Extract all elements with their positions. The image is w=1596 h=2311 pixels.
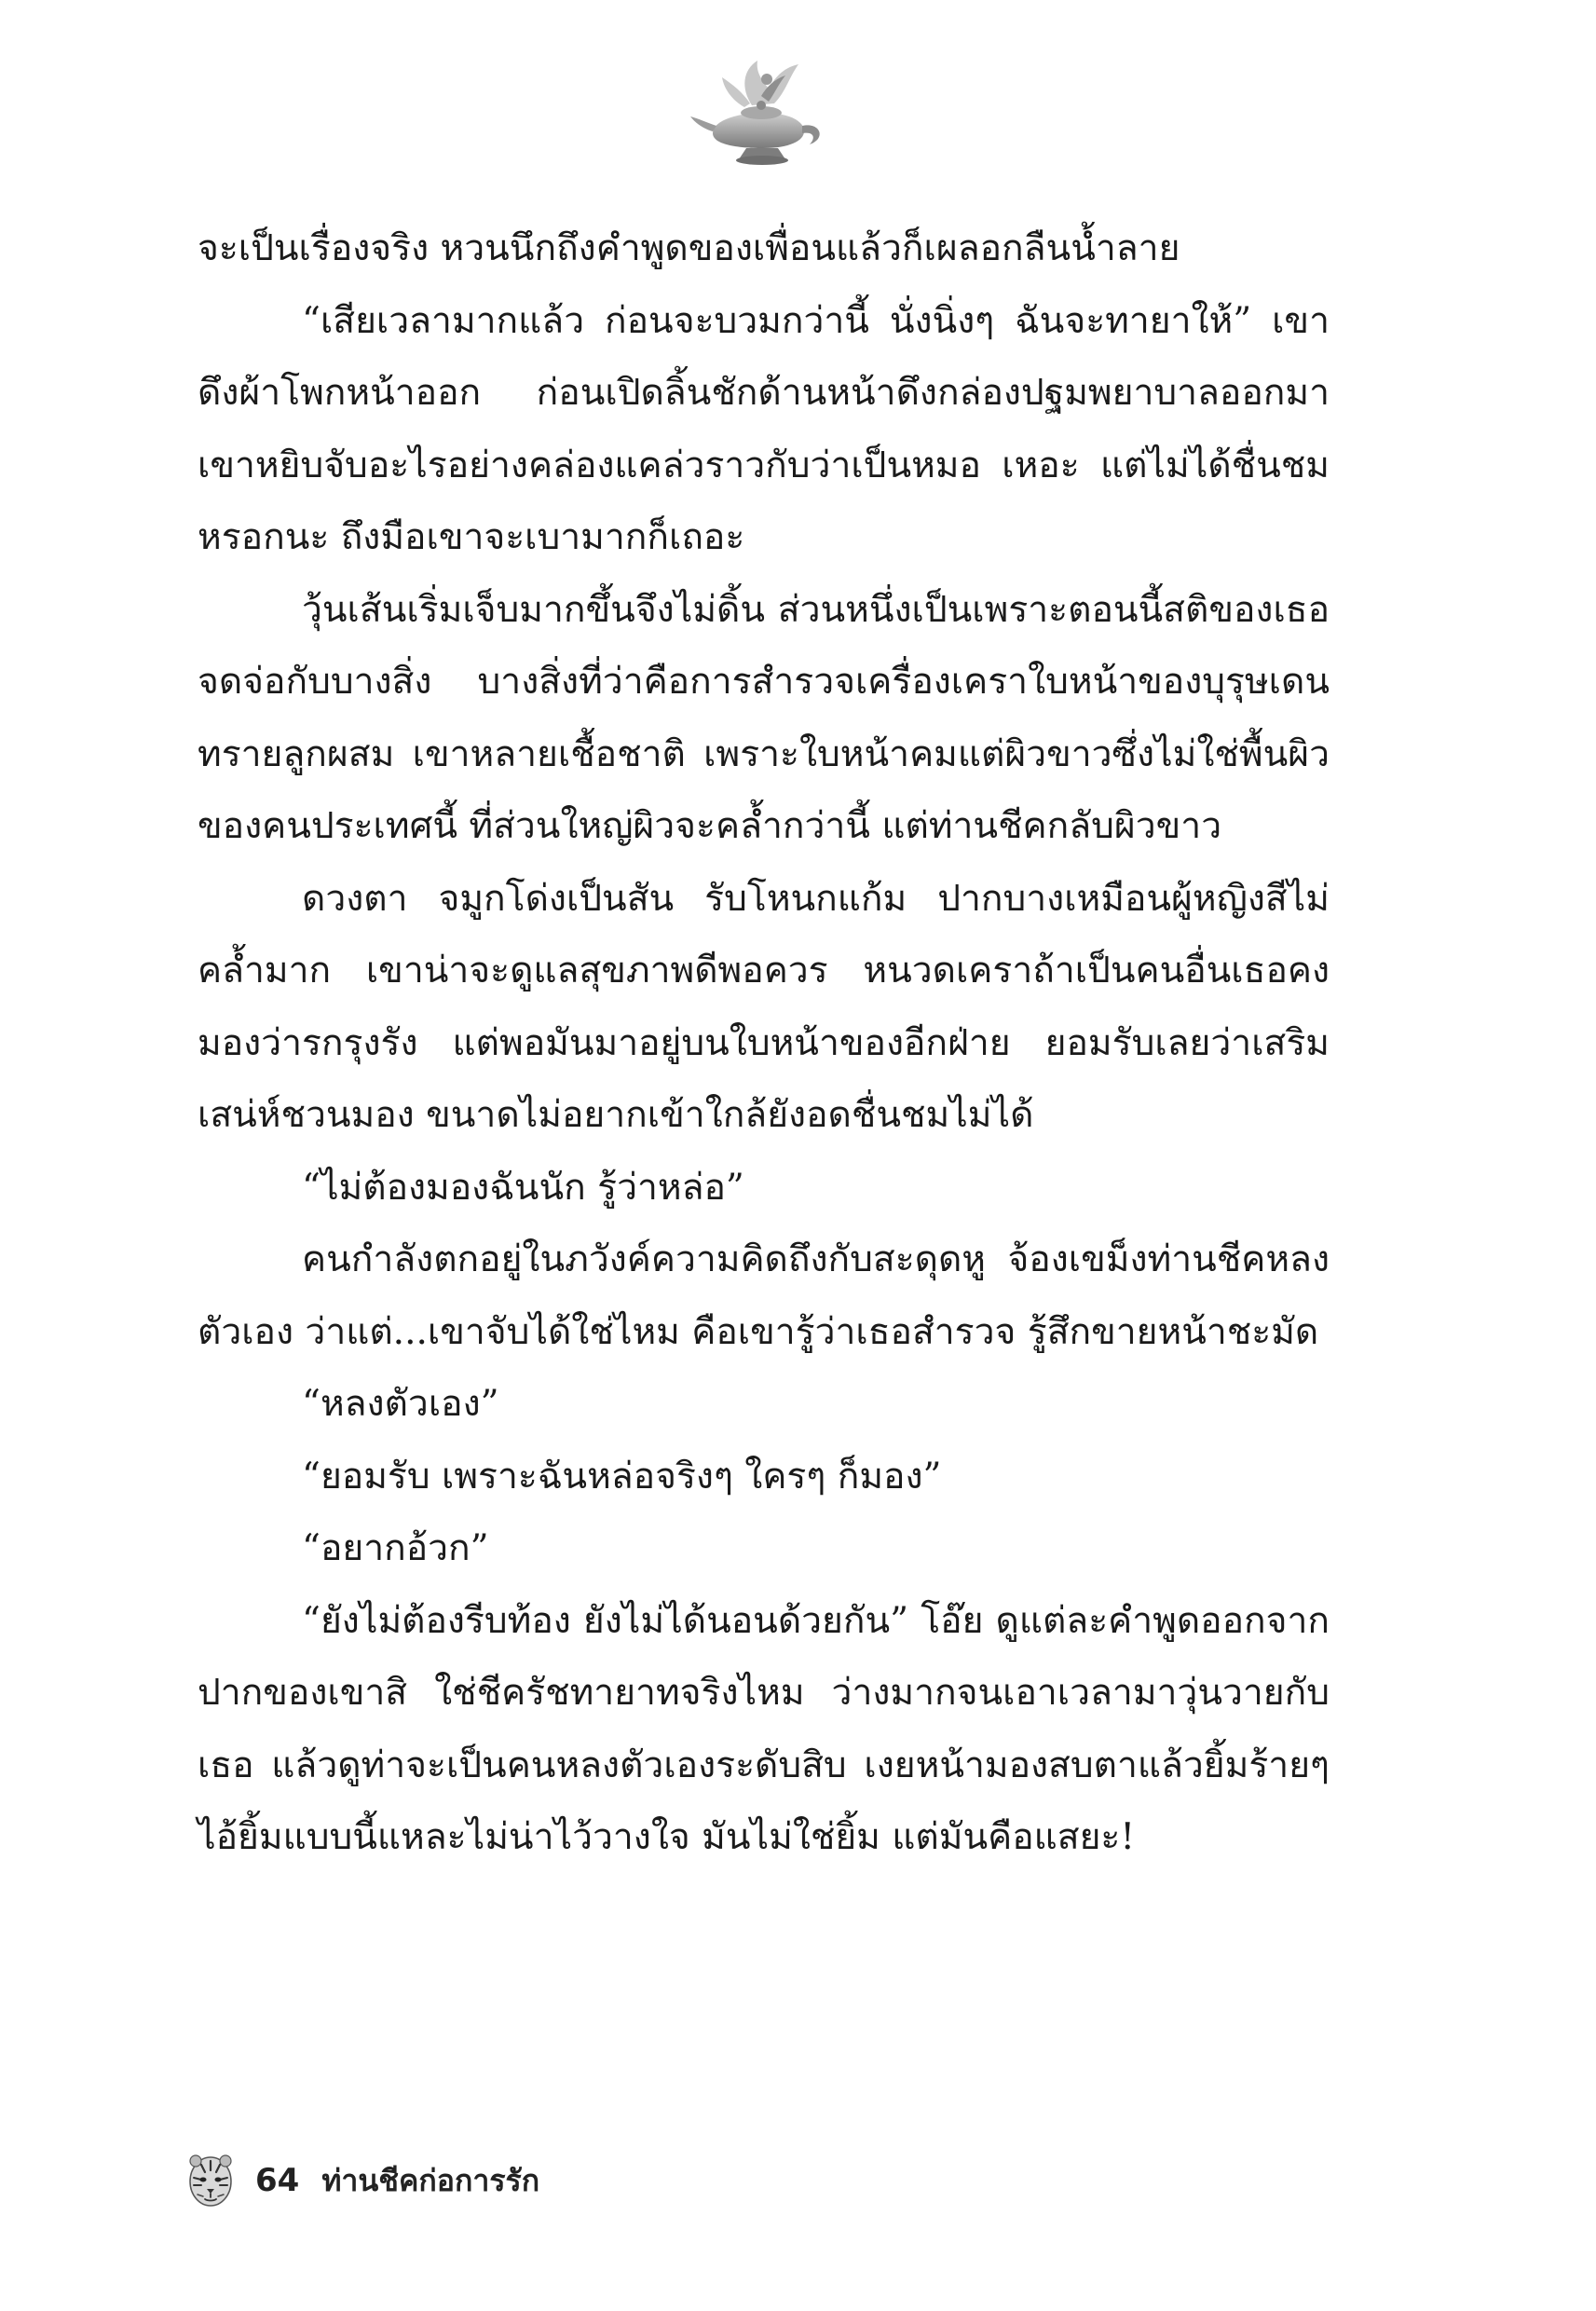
paragraph: “ยังไม่ต้องรีบท้อง ยังไม่ได้นอนด้วยกัน” โอ๊ย ดูแต่ละคำพูดออกจากปากของเขาสิ ใช่ชีครัชทายาทจริงไหม ว่างมากจนเอาเวลามาวุ่นวายกับเธอ แล้วดูท่าจะเป็นคนหลงตัวเองระดับสิบ เงยหน้ามองสบตาแล้วยิ้มร้ายๆ ไอ้ยิ้มแบบนี้แหละไม่น่าไว้วางใจ มันไม่ใช่ยิ้ม แต่มันคือแสยะ! — [198, 1599, 1330, 1858]
paragraph: คนกำลังตกอยู่ในภวังค์ความคิดถึงกับสะดุดหู จ้องเขม็งท่านชีคหลงตัวเอง ว่าแต่...เขาจับได้ใช่ไหม คือเขารู้ว่าเธอสำรวจ รู้สึกขายหน้าชะมัด — [198, 1238, 1330, 1353]
paragraph: จะเป็นเรื่องจริง หวนนึกถึงคำพูดของเพื่อนแล้วก็เผลอกลืนน้ำลาย — [198, 227, 1180, 269]
paragraph: วุ้นเส้นเริ่มเจ็บมากขึ้นจึงไม่ดิ้น ส่วนหนึ่งเป็นเพราะตอนนี้สติของเธอจดจ่อกับบางสิ่ง บางสิ่งที่ว่าคือการสำรวจเครื่องเคราใบหน้าของบุรุษเดนทรายลูกผสม เขาหลายเชื้อชาติ เพราะใบหน้าคมแต่ผิวขาวซึ่งไม่ใช่พื้นผิวของคนประเทศนี้ ที่ส่วนใหญ่ผิวจะคล้ำกว่านี้ แต่ท่านชีคกลับผิวขาว — [198, 588, 1330, 847]
paragraph: ดวงตา จมูกโด่งเป็นสัน รับโหนกแก้ม ปากบางเหมือนผู้หญิงสีไม่คล้ำมาก เขาน่าจะดูแลสุขภาพดีพอควร หนวดเคราถ้าเป็นคนอื่นเธอคงมองว่ารกรุงรัง แต่พอมันมาอยู่บนใบหน้าของอีกฝ่าย ยอมรับเลยว่าเสริมเสน่ห์ชวนมอง ขนาดไม่อยากเข้าใกล้ยังอดชื่นชมไม่ได้ — [198, 877, 1330, 1136]
page-number: 64 — [255, 2162, 300, 2199]
genie-lamp-icon — [685, 51, 834, 172]
tiger-head-icon — [186, 2152, 235, 2209]
paragraph: “ไม่ต้องมองฉันนัก รู้ว่าหล่อ” — [302, 1166, 744, 1209]
paragraph: “อยากอ้วก” — [302, 1527, 489, 1569]
book-title: ท่านชีคก่อการรัก — [321, 2162, 540, 2198]
body-text — [198, 212, 1330, 1874]
page-footer — [186, 2148, 539, 2213]
paragraph: “ยอมรับ เพราะฉันหล่อจริงๆ ใครๆ ก็มอง” — [302, 1455, 942, 1497]
paragraph: “เสียเวลามากแล้ว ก่อนจะบวมกว่านี้ นั่งนิ่งๆ ฉันจะทายาให้” เขาดึงผ้าโพกหน้าออก ก่อนเปิดลิ้นชักด้านหน้าดึงกล่องปฐมพยาบาลออกมา เขาหยิบจับอะไรอย่างคล่องแคล่วราวกับว่าเป็นหมอ เหอะ แต่ไม่ได้ชื่นชมหรอกนะ ถึงมือเขาจะเบามากก็เถอะ — [198, 299, 1330, 558]
paragraph: “หลงตัวเอง” — [302, 1383, 499, 1425]
